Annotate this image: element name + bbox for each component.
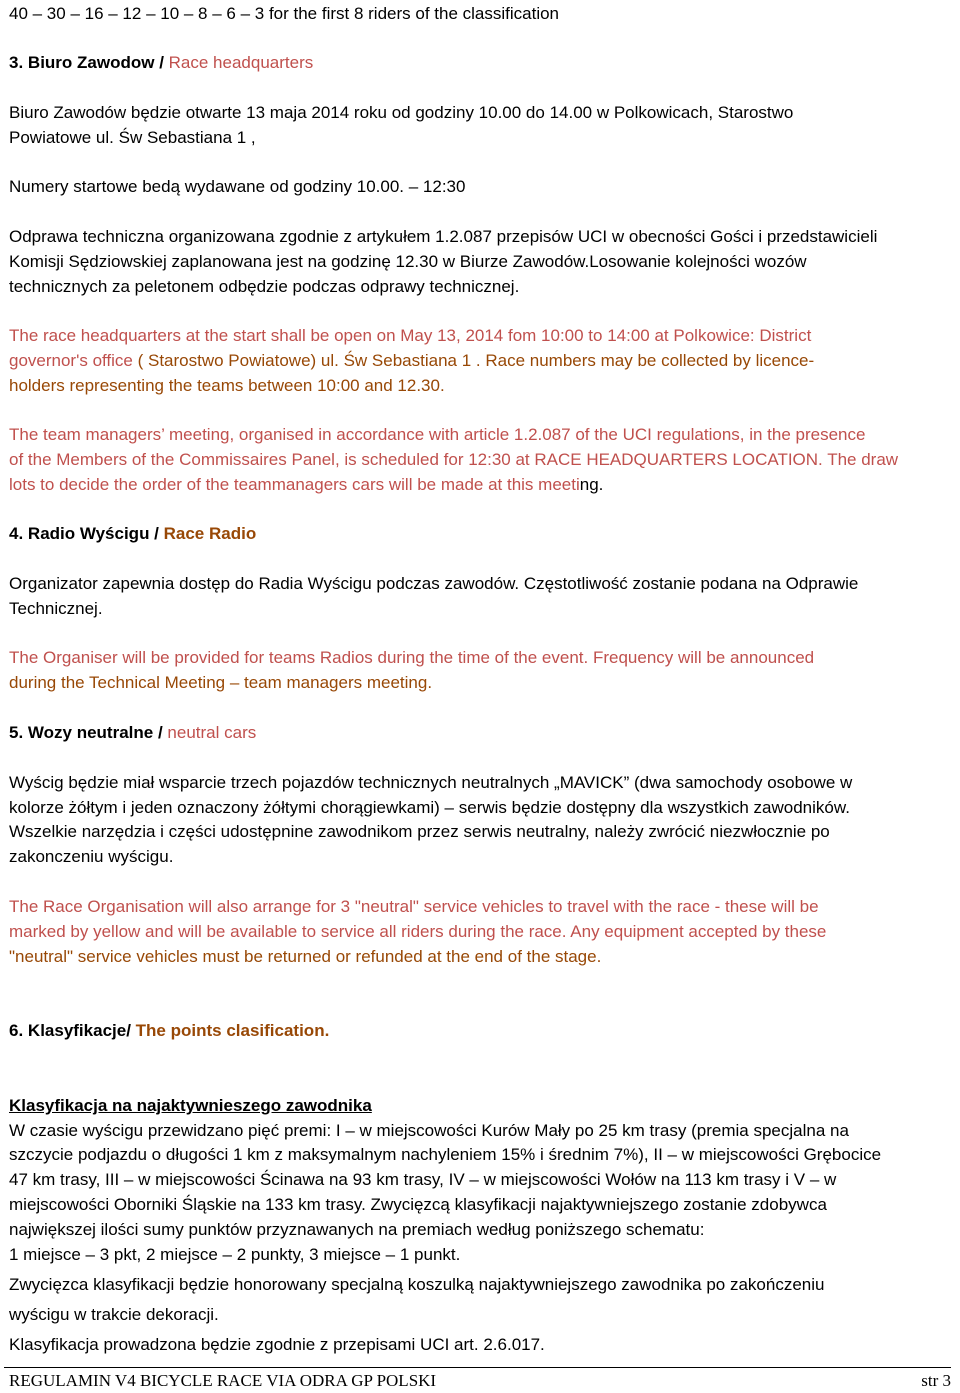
section-title-en: Race Radio xyxy=(163,524,257,543)
paragraph-line: Komisji Sędziowskiej zaplanowana jest na godzinę 12.30 w Biurze Zawodów.Losowanie kolejności wozów xyxy=(9,252,807,271)
paragraph-line: technicznych za peletonem odbędzie podczas odprawy technicznej. xyxy=(9,277,520,296)
paragraph-line: kolorze żółtym i jeden oznaczony żółtymi chorągiewkami) – serwis będzie dostępny dla wszystkich zawodników. xyxy=(9,798,850,817)
paragraph-line: Wyścig będzie miał wsparcie trzech pojazdów technicznych neutralnych „MAVICK” (dwa samochody osobowe w xyxy=(9,773,853,792)
subsection-heading: Klasyfikacja na najaktywnieszego zawodnika xyxy=(9,1096,372,1115)
english-paragraph-line: during the Technical Meeting – team managers meeting. xyxy=(9,673,433,692)
paragraph-line: W czasie wyścigu przewidzano pięć premi: I – w miejscowości Kurów Mały po 25 km trasy (premia specjalna na xyxy=(9,1121,849,1140)
paragraph-line: Organizator zapewnia dostęp do Radia Wyścigu podczas zawodów. Częstotliwość zostanie podana na Odprawie xyxy=(9,574,859,593)
english-paragraph-line: The Organiser will be provided for teams Radios during the time of the event. Frequency will be announced xyxy=(9,648,815,667)
section-title-en: The points clasification. xyxy=(135,1021,330,1040)
paragraph-line: Wszelkie narzędzia i części udostępnine zawodnikom przez serwis neutralny, należy zwrócić niezwłocznie po xyxy=(9,822,830,841)
district-office-text: governor's office xyxy=(9,351,133,370)
paragraph-line: miejscowości Oborniki Śląskie na 133 km trasy. Zwycięzcą klasyfikacji najaktywniejszego zostanie zdobywca xyxy=(9,1195,827,1214)
paragraph-line: 47 km trasy, III – w miejscowości Ścinawa na 93 km trasy, IV – w miejscowości Wołów na 113 km trasy i V – w xyxy=(9,1170,837,1189)
section-title-pl: Klasyfikacje/ xyxy=(23,1021,136,1040)
footer-divider xyxy=(4,1367,951,1368)
section-number: 5. xyxy=(9,723,24,742)
english-paragraph-line xyxy=(9,473,603,497)
section-number: 3. xyxy=(9,53,24,72)
points-line: 40 – 30 – 16 – 12 – 10 – 8 – 6 – 3 for the first 8 riders of the classification xyxy=(9,4,560,23)
section-6-heading xyxy=(9,1019,329,1043)
english-paragraph-line: marked by yellow and will be available to service all riders during the race. Any equipment accepted by these xyxy=(9,922,827,941)
section-3-heading xyxy=(9,51,313,75)
paragraph-line: Zwycięzca klasyfikacji będzie honorowany specjalną koszulką najaktywniejszego zawodnika po zakończeniu xyxy=(9,1275,825,1294)
english-paragraph-line: The team managers’ meeting, organised in accordance with article 1.2.087 of the UCI regulations, in the presence xyxy=(9,425,866,444)
draw-text-end: ng. xyxy=(579,475,604,494)
page-number: str 3 xyxy=(921,1371,951,1390)
english-paragraph-line xyxy=(9,349,814,373)
english-paragraph-line: The race headquarters at the start shall be open on May 13, 2014 fom 10:00 to 14:00 at Polkowice: District xyxy=(9,326,812,345)
english-paragraph-line: holders representing the teams between 10:00 and 12.30. xyxy=(9,376,445,395)
english-paragraph-line: "neutral" service vehicles must be returned or refunded at the end of the stage. xyxy=(9,947,602,966)
paragraph-line: największej ilości sumy punktów przyznawanych na premiach według poniższego schematu: xyxy=(9,1220,705,1239)
section-title-en: Race headquarters xyxy=(168,53,314,72)
paragraph-line: Technicznej. xyxy=(9,599,103,618)
address-text: ( Starostwo Powiatowe) ul. Św Sebastiana 1 . Race numbers may be collected by licence- xyxy=(132,351,815,370)
english-paragraph-line: The Race Organisation will also arrange for 3 "neutral" service vehicles to travel with the race - these will be xyxy=(9,897,819,916)
section-5-heading xyxy=(9,721,256,745)
paragraph-line: zakonczeniu wyścigu. xyxy=(9,847,174,866)
section-number: 6. xyxy=(9,1021,24,1040)
footer-title: REGULAMIN V4 BICYCLE RACE VIA ODRA GP POLSKI xyxy=(9,1371,437,1390)
section-title-pl: Wozy neutralne / xyxy=(23,723,168,742)
paragraph-line: Biuro Zawodów będzie otwarte 13 maja 2014 roku od godziny 10.00 do 14.00 w Polkowicach, Starostwo xyxy=(9,103,794,122)
section-title-pl: Biuro Zawodow / xyxy=(27,53,169,72)
paragraph-line: Klasyfikacja prowadzona będzie zgodnie z przepisami UCI art. 2.6.017. xyxy=(9,1335,545,1354)
section-title-en: neutral cars xyxy=(167,723,257,742)
section-title-pl: Radio Wyścigu / xyxy=(23,524,164,543)
paragraph-line: szczycie podjazdu o długości 1 km z maksymalnym nachyleniem 15% i średnim 7%), II – w miejscowości Grębocice xyxy=(9,1145,882,1164)
section-4-heading xyxy=(9,522,256,546)
paragraph-line: Odprawa techniczna organizowana zgodnie z artykułem 1.2.087 przepisów UCI w obecności Gości i przedstawicieli xyxy=(9,227,878,246)
paragraph-line: Numery startowe bedą wydawane od godziny 10.00. – 12:30 xyxy=(9,177,466,196)
english-paragraph-line: of the Members of the Commissaires Panel, is scheduled for 12:30 at RACE HEADQUARTERS LOCATION. The draw xyxy=(9,450,899,469)
paragraph-line: Powiatowe ul. Św Sebastiana 1 , xyxy=(9,128,256,147)
paragraph-line: 1 miejsce – 3 pkt, 2 miejsce – 2 punkty, 3 miejsce – 1 punkt. xyxy=(9,1245,461,1264)
section-number: 4. xyxy=(9,524,24,543)
draw-text: lots to decide the order of the teammanagers cars will be made at this meeti xyxy=(9,475,580,494)
paragraph-line: wyścigu w trakcie dekoracji. xyxy=(9,1305,219,1324)
